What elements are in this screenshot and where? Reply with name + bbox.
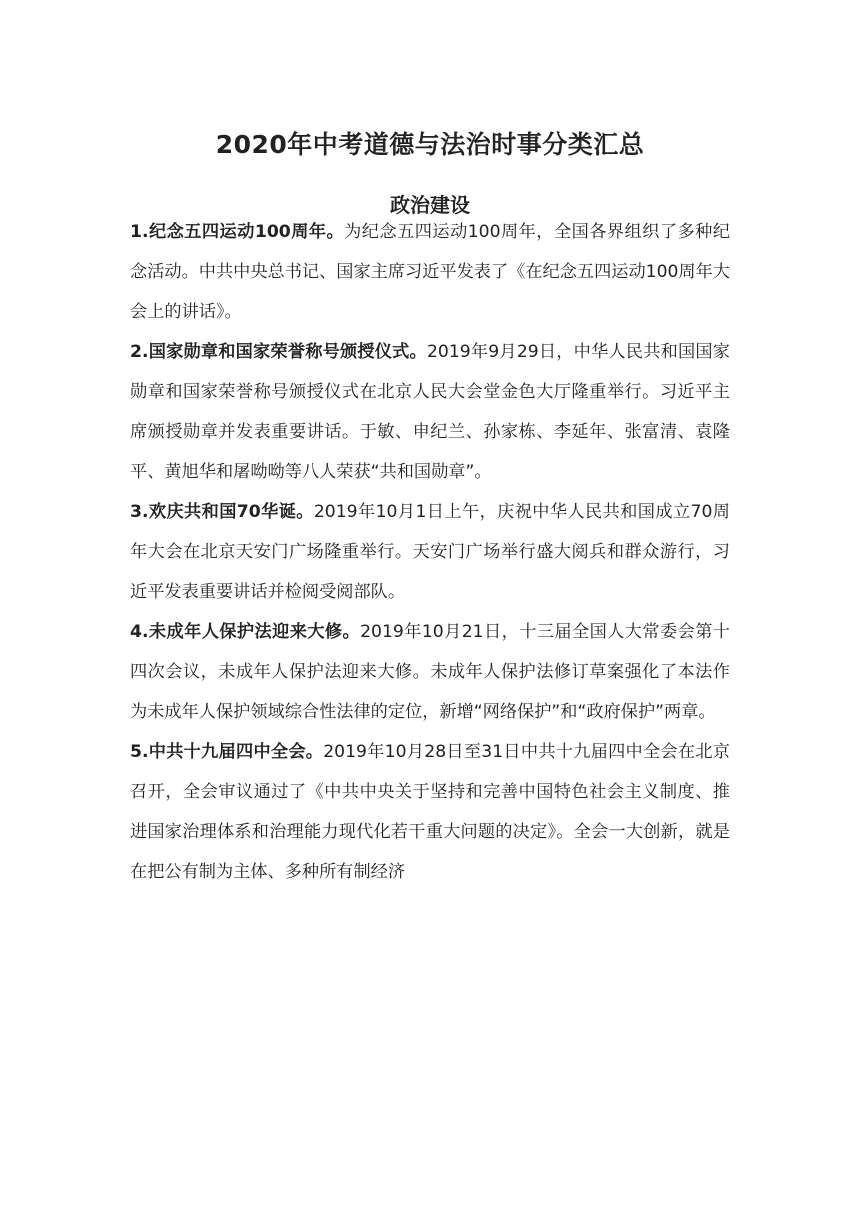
item-heading: 1.纪念五四运动100周年。 [130, 222, 345, 242]
item-body: 2019年10月21日，十三届全国人大常委会第十四次会议，未成年人保护法迎来大修。未成年人保护法修订草案强化了本法作为未成年人保护领域综合性法律的定位，新增“网络保护”和“政府保护”两章。 [130, 622, 730, 722]
section-title: 政治建设 [390, 192, 470, 217]
item-heading: 2.国家勋章和国家荣誉称号颁授仪式。 [130, 342, 427, 362]
item-body: 2019年9月29日，中华人民共和国国家勋章和国家荣誉称号颁授仪式在北京人民大会堂金色大厅隆重举行。习近平主席颁授勋章并发表重要讲话。于敏、申纪兰、孙家栋、李延年、张富清、袁隆平、黄旭华和屠呦呦等八人荣获“共和国勋章”。 [130, 342, 730, 482]
item-body: 为纪念五四运动100周年，全国各界组织了多种纪念活动。中共中央总书记、国家主席习近平发表了《在纪念五四运动100周年大会上的讲话》。 [130, 222, 730, 322]
item-body: 2019年10月28日至31日中共十九届四中全会在北京召开，全会审议通过了《中共中央关于坚持和完善中国特色社会主义制度、推进国家治理体系和治理能力现代化若干重大问题的决定》。全会一大创新，就是在把公有制为主体、多种所有制经济 [130, 742, 730, 882]
item-heading: 4.未成年人保护法迎来大修。 [130, 622, 361, 642]
list-item [130, 612, 730, 732]
list-item [130, 332, 730, 492]
list-item [130, 212, 730, 332]
item-heading: 5.中共十九届四中全会。 [130, 742, 324, 762]
item-heading: 3.欢庆共和国70华诞。 [130, 502, 314, 522]
document-title: 2020年中考道德与法治时事分类汇总 [215, 129, 645, 159]
item-body: 2019年10月1日上午，庆祝中华人民共和国成立70周年大会在北京天安门广场隆重举行。天安门广场举行盛大阅兵和群众游行，习近平发表重要讲话并检阅受阅部队。 [130, 502, 730, 602]
document-body [130, 212, 730, 892]
list-item [130, 492, 730, 612]
list-item [130, 732, 730, 892]
